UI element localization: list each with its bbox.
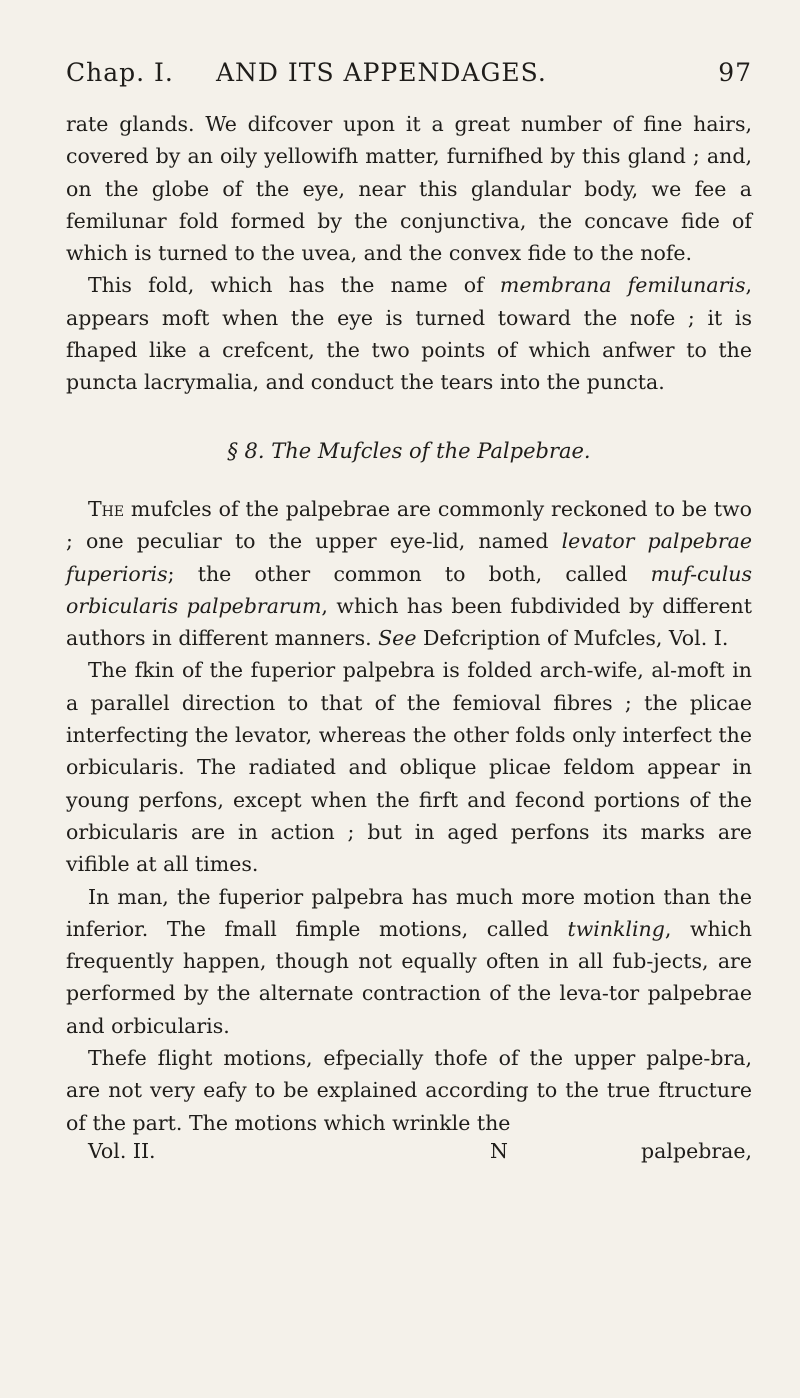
paragraph-2: [66, 269, 752, 398]
paragraph-3-lead: The: [88, 496, 125, 521]
paragraph-3-text-c: , which has been fubdivided by different authors in different manners.: [66, 593, 752, 651]
paragraph-3-text-a: mufcles of the palpebrae are commonly reckoned to be two ; one peculiar to the upper eye-lid, named: [66, 496, 752, 554]
paragraph-3: [66, 493, 752, 654]
paragraph-1: rate glands. We difcover upon it a great number of fine hairs, covered by an oily yellowifh matter, furnifhed by this gland ; and, on the globe of the eye, near this glandular body, we fee a femilunar fold formed by the conjunctiva, the concave fide of which is turned to the uvea, and the convex fide to the nofe.: [66, 112, 752, 266]
paragraph-3-text-d: Defcription of Mufcles, Vol. I.: [416, 626, 729, 651]
page-footer: [66, 1139, 752, 1173]
page-number: 97: [718, 58, 752, 87]
section-heading: § 8. The Mufcles of the Palpebrae.: [227, 438, 591, 463]
catchword: palpebrae,: [641, 1138, 752, 1163]
paragraph-3-italic-2: muf-culus orbicularis palpebrarum: [66, 561, 752, 618]
paragraph-3-italic-3: See: [378, 626, 417, 651]
paragraph-2-text-a: This fold, which has the name of: [88, 273, 500, 298]
paragraph-5-text-a: In man, the fuperior palpebra has much more motion than the inferior. The fmall fimple motions, called: [66, 884, 752, 941]
paragraph-2-text-b: , appears moft when the eye is turned toward the nofe ; it is fhaped like a crefcent, the two points of which anfwer to the puncta lacrymalia, and conduct the tears into the puncta.: [66, 273, 752, 395]
running-title: AND ITS APPENDAGES.: [216, 58, 547, 87]
running-head: [66, 58, 752, 98]
chapter-label: Chap. I.: [66, 58, 174, 87]
signature-mark: N: [490, 1138, 508, 1163]
volume-label: Vol. II.: [88, 1138, 156, 1163]
paragraph-6: Thefe flight motions, efpecially thofe of the upper palpe-bra, are not very eafy to be explained according to the true ftructure of the part. The motions which wrinkle the: [66, 1046, 752, 1135]
paragraph-5-italic: twinkling: [567, 916, 665, 941]
paragraph-4: The fkin of the fuperior palpebra is folded arch-wife, al-moft in a parallel direction to that of the femioval fibres ; the plicae interfecting the levator, whereas the other folds only interfect the orbicularis. The radiated and oblique plicae feldom appear in young perfons, except when the firft and fecond portions of the orbicularis are in action ; but in aged perfons its marks are vifible at all times.: [66, 658, 752, 877]
paragraph-5: [66, 881, 752, 1042]
paragraph-5-text-b: , which frequently happen, though not equally often in all fub-jects, are performed by the alternate contraction of the leva-tor palpebrae and orbicularis.: [66, 916, 752, 1038]
paragraph-2-italic: membrana femilunaris: [499, 273, 746, 298]
paragraph-3-text-b: ; the other common to both, called: [167, 561, 651, 586]
page-body: [66, 108, 752, 1139]
paragraph-3-italic-1: levator palpebrae fuperioris: [66, 529, 752, 586]
